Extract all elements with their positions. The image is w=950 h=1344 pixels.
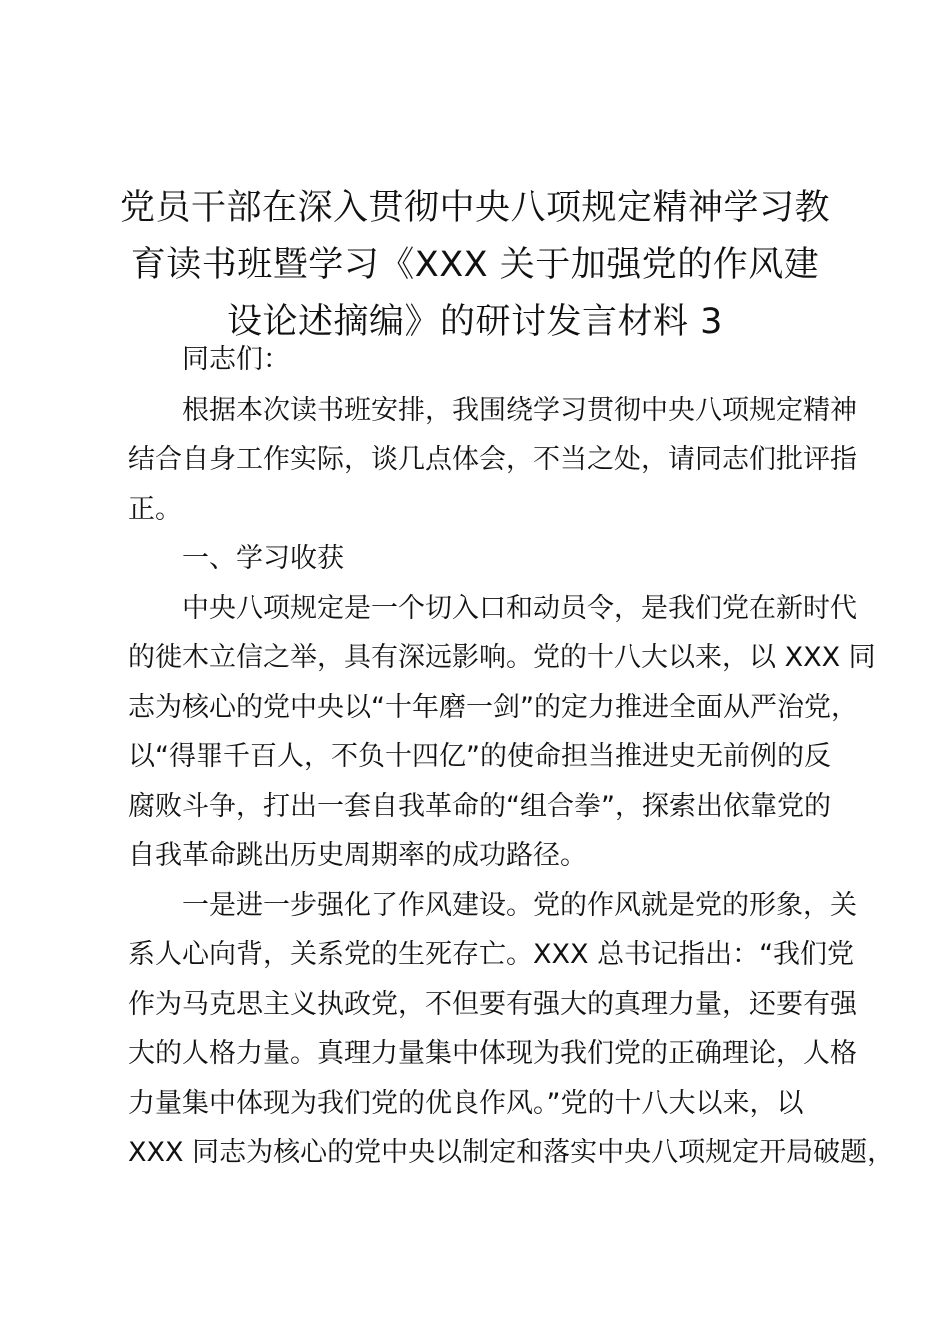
title-line-1: 党员干部在深入贯彻中央八项规定精神学习教 xyxy=(119,188,830,228)
paragraph-line: 结合自身工作实际，谈几点体会，不当之处，请同志们批评指 xyxy=(128,444,857,475)
paragraph-line: 志为核心的党中央以“十年磨一剑”的定力推进全面从严治党， xyxy=(128,691,858,723)
body-paragraph xyxy=(128,881,895,1178)
paragraph-line: 的徙木立信之举，具有深远影响。党的十八大以来，以 XXX 同 xyxy=(128,642,876,673)
paragraph-line: 作为马克思主义执政党，不但要有强大的真理力量，还要有强 xyxy=(128,988,857,1020)
paragraph-line: 中央八项规定是一个切入口和动员令，是我们党在新时代 xyxy=(182,592,857,624)
intro-paragraph xyxy=(128,386,857,535)
paragraph-line: 一是进一步强化了作风建设。党的作风就是党的形象，关 xyxy=(182,889,857,921)
paragraph-line: 根据本次读书班安排，我围绕学习贯彻中央八项规定精神 xyxy=(182,394,857,426)
document-title xyxy=(118,180,832,351)
paragraph-line: 大的人格力量。真理力量集中体现为我们党的正确理论，人格 xyxy=(128,1038,857,1069)
title-line-2: 育读书班暨学习《XXX 关于加强党的作风建 xyxy=(130,245,820,285)
paragraph-line: 系人心向背，关系党的生死存亡。XXX 总书记指出：“我们党 xyxy=(128,939,855,970)
paragraph-line: XXX 同志为核心的党中央以制定和落实中央八项规定开局破题， xyxy=(128,1137,895,1168)
paragraph-line: 正。 xyxy=(128,493,182,525)
paragraph-line: 以“得罪千百人，不负十四亿”的使命担当推进史无前例的反 xyxy=(128,741,831,772)
greeting: 同志们： xyxy=(182,344,290,375)
title-line-3: 设论述摘编》的研讨发言材料 3 xyxy=(227,302,723,342)
section-heading-text: 一、学习收获 xyxy=(182,543,344,574)
paragraph-line: 腐败斗争，打出一套自我革命的“组合拳”，探索出依靠党的 xyxy=(128,790,831,822)
paragraph-line: 力量集中体现为我们党的优良作风。”党的十八大以来，以 xyxy=(128,1087,804,1119)
document-body xyxy=(128,335,895,1178)
section-heading xyxy=(128,534,832,584)
body-paragraph xyxy=(128,584,876,881)
paragraph-line: 自我革命跳出历史周期率的成功路径。 xyxy=(128,840,587,871)
